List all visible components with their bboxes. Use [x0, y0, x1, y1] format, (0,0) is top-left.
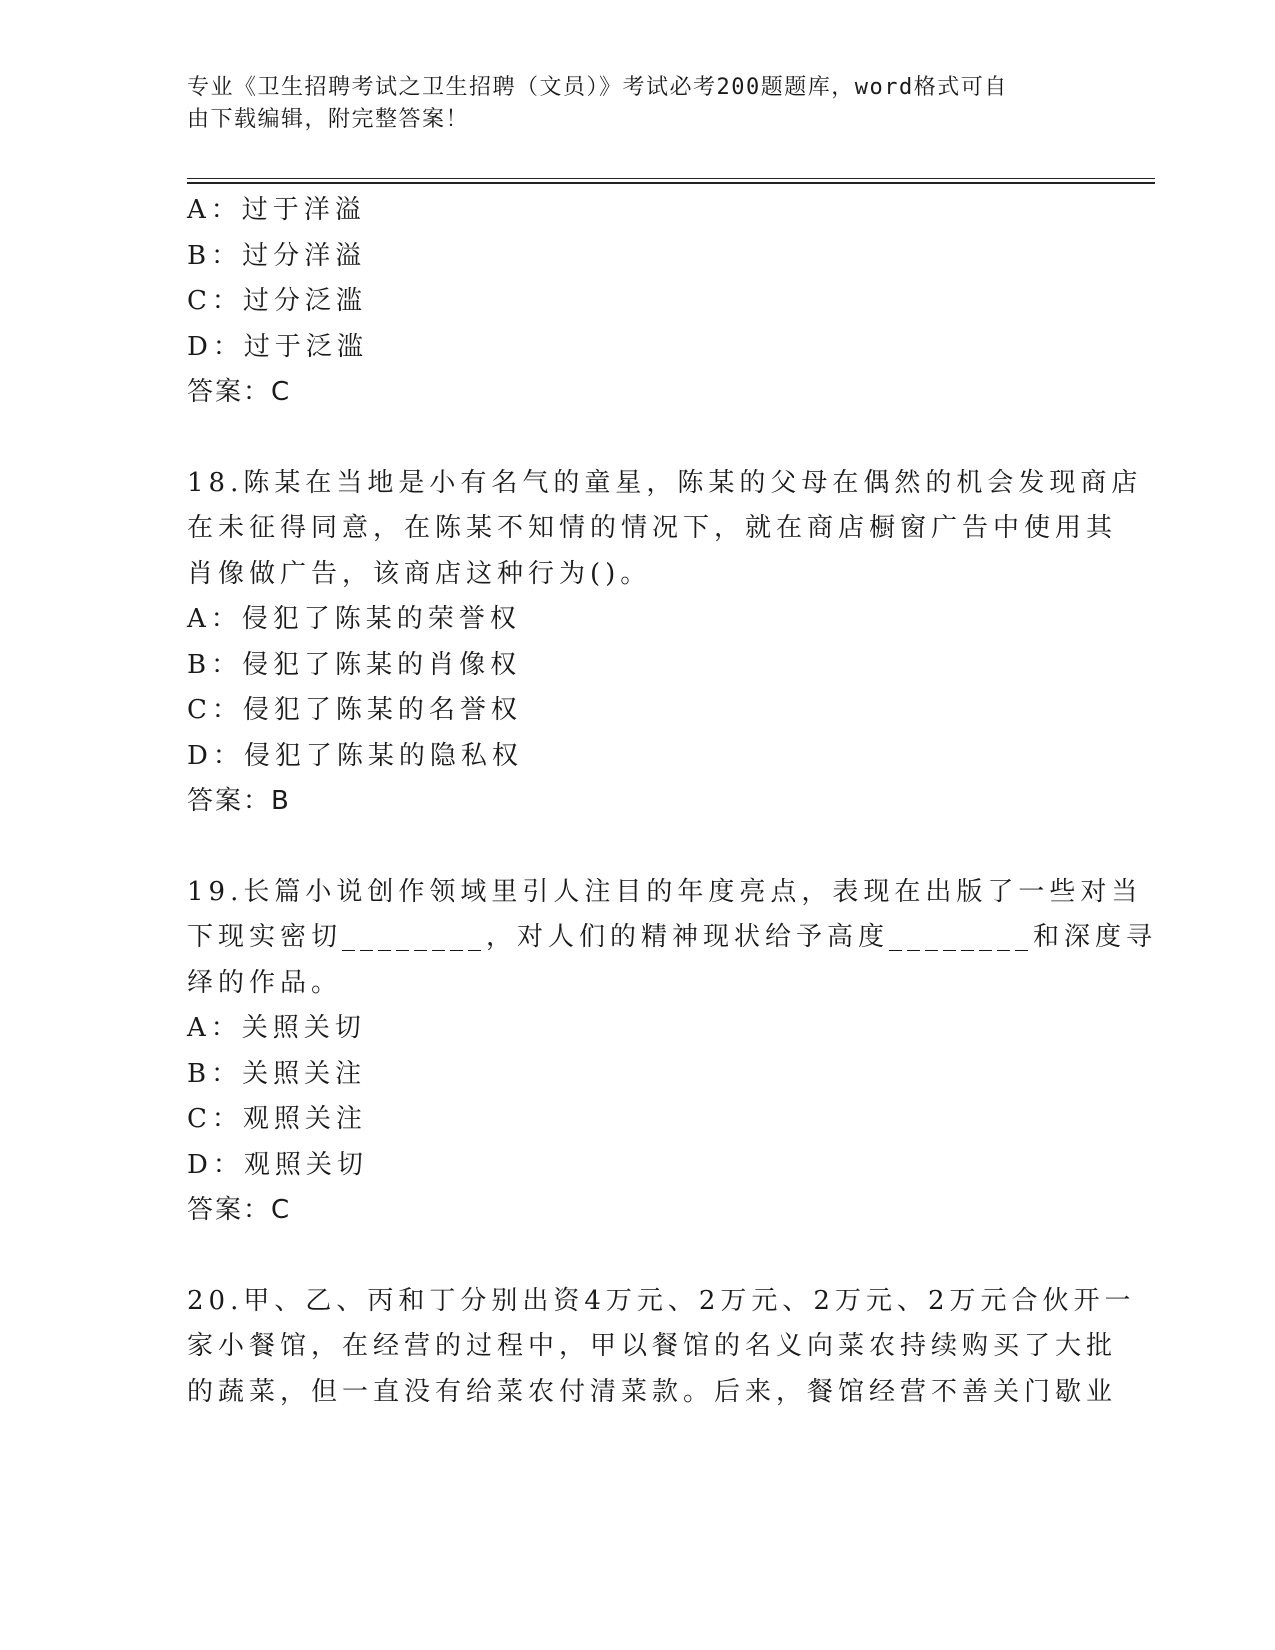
question-19-text-line-2: 下现实密切________，对人们的精神现状给予高度________和深度寻	[187, 922, 1158, 952]
question-19	[187, 870, 1158, 1234]
answer-19: 答案：C	[187, 1195, 292, 1225]
question-18-text-line-2: 在未征得同意，在陈某不知情的情况下，就在商店橱窗广告中使用其	[187, 513, 1118, 543]
question-20-text-line-1: 20.甲、乙、丙和丁分别出资4万元、2万元、2万元、2万元合伙开一	[187, 1285, 1136, 1316]
question-17-options	[187, 188, 1087, 416]
question-20-text-line-3: 的蔬菜，但一直没有给菜农付清菜款。后来，餐馆经营不善关门歇业	[187, 1376, 1118, 1407]
spacer	[187, 825, 1087, 870]
question-18	[187, 461, 1143, 825]
document-header	[187, 72, 1067, 136]
option-c: C：过分泛滥	[187, 286, 367, 316]
header-divider-thin	[187, 178, 1155, 179]
answer-18: 答案：B	[187, 786, 291, 816]
option-c: C：观照关注	[187, 1104, 367, 1134]
question-20-text-line-2: 家小餐馆，在经营的过程中，甲以餐馆的名义向菜农持续购买了大批	[187, 1331, 1118, 1361]
question-20	[187, 1279, 1136, 1416]
option-c: C：侵犯了陈某的名誉权	[187, 695, 522, 725]
document-body	[187, 188, 1158, 1415]
option-a: A：关照关切	[187, 1013, 366, 1043]
question-19-text-line-3: 绎的作品。	[187, 967, 343, 998]
option-b: B：过分洋溢	[187, 240, 367, 271]
option-d: D：侵犯了陈某的隐私权	[187, 740, 523, 771]
question-19-text-line-1: 19.长篇小说创作领域里引人注目的年度亮点，表现在出版了一些对当	[187, 876, 1143, 907]
option-d: D：过于泛滥	[187, 331, 368, 362]
question-18-text-line-3: 肖像做广告，该商店这种行为()。	[187, 558, 652, 589]
answer-17: 答案：C	[187, 377, 292, 407]
header-title-line-1: 专业《卫生招聘考试之卫生招聘（文员）》考试必考200题题库，word格式可自	[187, 75, 1008, 100]
option-b: B：侵犯了陈某的肖像权	[187, 649, 522, 680]
spacer	[187, 1234, 1087, 1279]
question-18-text-line-1: 18.陈某在当地是小有名气的童星，陈某的父母在偶然的机会发现商店	[187, 467, 1143, 498]
option-b: B：关照关注	[187, 1058, 367, 1089]
header-divider-thick	[187, 182, 1155, 184]
option-a: A：侵犯了陈某的荣誉权	[187, 604, 521, 634]
option-d: D：观照关切	[187, 1149, 368, 1180]
header-title-line-2: 由下载编辑，附完整答案！	[187, 107, 470, 132]
option-a: A：过于洋溢	[187, 195, 366, 225]
spacer	[187, 416, 1087, 461]
